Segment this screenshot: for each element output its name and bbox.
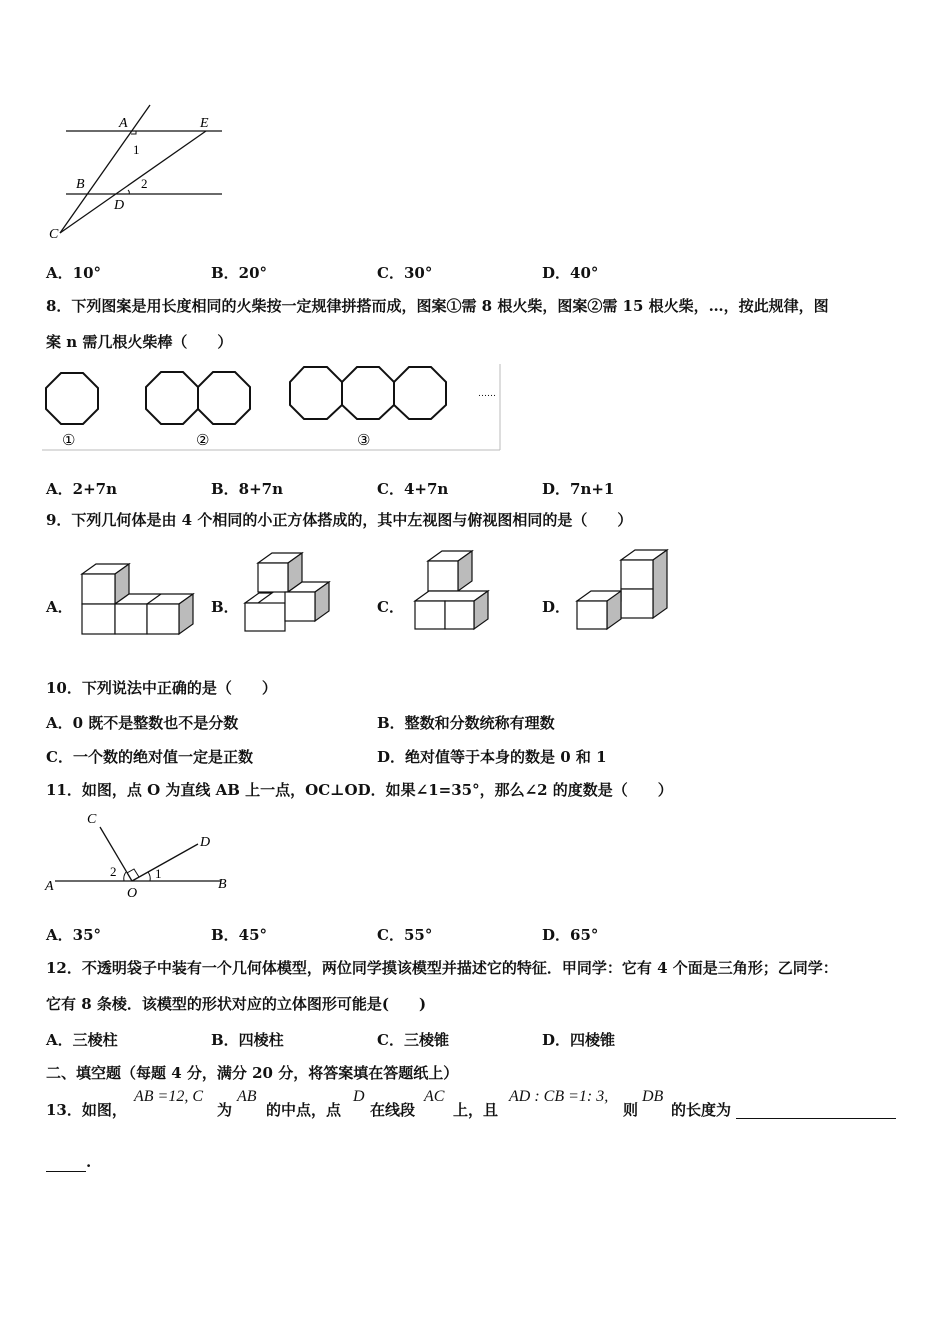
q7-option-b[interactable]: B．20° — [211, 264, 268, 282]
q11-option-c[interactable]: C．55° — [377, 926, 433, 944]
q13-row — [0, 1088, 950, 1120]
q13-text-length: 的长度为 — [671, 1101, 732, 1119]
q7-option-d[interactable]: D．40° — [542, 264, 599, 282]
q12-option-a[interactable]: A．三棱柱 — [46, 1031, 118, 1049]
q8-option-b[interactable]: B．8+7n — [211, 480, 284, 498]
line-ca — [60, 105, 150, 233]
pattern-label-3: ③ — [357, 433, 371, 449]
q12-stem-line1: 12．不透明袋子中装有一个几何体模型，两位同学摸该模型并描述它的特征．甲同学：它有 4 个面是三角形；乙同学： — [46, 959, 838, 977]
q8-option-a[interactable]: A．2+7n — [46, 480, 117, 498]
q11-option-a[interactable]: A．35° — [46, 926, 102, 944]
octagon — [394, 367, 446, 419]
angle-1-arc — [148, 872, 150, 881]
q8-stem-line1: 8．下列图案是用长度相同的火柴按一定规律拼搭而成，图案①需 8 根火柴，图案②需 15 根火柴，…，按此规律，图 — [46, 297, 829, 315]
label-c: C — [87, 812, 97, 827]
ellipsis: …… — [478, 388, 496, 398]
label-d: D — [200, 835, 211, 850]
label-o: O — [127, 886, 138, 901]
q11-figure — [40, 808, 240, 903]
q9-option-c[interactable]: C． — [377, 598, 404, 616]
q13-text-and: 上，且 — [453, 1101, 499, 1119]
label-c: C — [49, 227, 59, 242]
section-heading: 二、填空题（每题 4 分，满分 20 分，将答案填在答题纸上） — [46, 1064, 459, 1082]
q8-option-c[interactable]: C．4+7n — [377, 480, 449, 498]
label-2: 2 — [110, 864, 117, 879]
q10-option-d[interactable]: D．绝对值等于本身的数是 0 和 1 — [377, 748, 607, 766]
octagon — [46, 373, 98, 424]
q10-option-c[interactable]: C．一个数的绝对值一定是正数 — [46, 748, 253, 766]
q13-prefix: 13．如图， — [46, 1101, 127, 1119]
q13-answer-blank-cont[interactable] — [46, 1155, 86, 1172]
q9-option-a[interactable]: A． — [46, 598, 73, 616]
q13-text-wei: 为 — [217, 1101, 233, 1119]
q7-option-a[interactable]: A．10° — [46, 264, 102, 282]
q8-stem-line2: 案 n 需几根火柴棒（ ） — [46, 333, 233, 351]
q8-option-d[interactable]: D．7n+1 — [542, 480, 615, 498]
angle-2-arc — [124, 872, 126, 881]
label-b: B — [76, 177, 85, 192]
q13-math-ab-c: AB =12, C — [134, 1088, 204, 1105]
q13-text-midpoint: 的中点，点 — [266, 1101, 342, 1119]
label-1: 1 — [133, 142, 140, 157]
q9-figure-d — [575, 547, 675, 633]
label-b: B — [218, 877, 227, 892]
octagon — [342, 367, 394, 419]
q9-figure-a — [80, 562, 200, 638]
q13-answer-blank[interactable] — [736, 1100, 896, 1119]
label-e: E — [200, 116, 209, 131]
pattern-label-2: ② — [196, 433, 210, 449]
q11-option-b[interactable]: B．45° — [211, 926, 268, 944]
ray-od — [132, 844, 198, 881]
octagon — [290, 367, 342, 419]
q13-text-segment: 在线段 — [370, 1101, 416, 1119]
pattern-label-1: ① — [62, 433, 76, 449]
q12-stem-line2: 它有 8 条棱．该模型的形状对应的立体图形可能是( ) — [46, 995, 427, 1013]
q9-option-b[interactable]: B． — [211, 598, 239, 616]
q13-math-db: DB — [642, 1088, 664, 1105]
q11-option-d[interactable]: D．65° — [542, 926, 599, 944]
q9-stem: 9．下列几何体是由 4 个相同的小正方体搭成的，其中左视图与俯视图相同的是（ ） — [46, 511, 633, 529]
octagon — [146, 372, 198, 424]
q10-stem: 10．下列说法中正确的是（ ） — [46, 679, 277, 697]
label-a: A — [119, 116, 128, 131]
q12-option-c[interactable]: C．三棱锥 — [377, 1031, 449, 1049]
q8-figure — [40, 362, 505, 454]
label-2: 2 — [141, 176, 148, 191]
q13-continuation — [46, 1152, 91, 1172]
q12-option-b[interactable]: B．四棱柱 — [211, 1031, 284, 1049]
label-d: D — [114, 198, 125, 213]
q9-figure-c — [412, 548, 494, 634]
q12-option-d[interactable]: D．四棱锥 — [542, 1031, 616, 1049]
q13-math-ratio: AD : CB =1: 3, — [509, 1088, 609, 1105]
q13-math-ac: AC — [424, 1088, 445, 1105]
label-1: 1 — [155, 866, 162, 881]
q13-math-d: D — [353, 1088, 365, 1105]
q7-figure — [40, 100, 240, 245]
q9-figure-b — [243, 551, 333, 635]
q11-stem: 11．如图，点 O 为直线 AB 上一点，OC⊥OD．如果∠1=35°，那么∠2 的度数是（ ） — [46, 781, 673, 799]
q10-option-a[interactable]: A．0 既不是整数也不是分数 — [46, 714, 239, 732]
q7-option-c[interactable]: C．30° — [377, 264, 433, 282]
q10-option-b[interactable]: B．整数和分数统称有理数 — [377, 714, 555, 732]
label-a: A — [45, 879, 54, 894]
octagon — [198, 372, 250, 424]
q13-tail: . — [86, 1153, 92, 1171]
q13-math-ab: AB — [237, 1088, 257, 1105]
q13-text-then: 则 — [623, 1101, 639, 1119]
q9-option-d[interactable]: D． — [542, 598, 571, 616]
